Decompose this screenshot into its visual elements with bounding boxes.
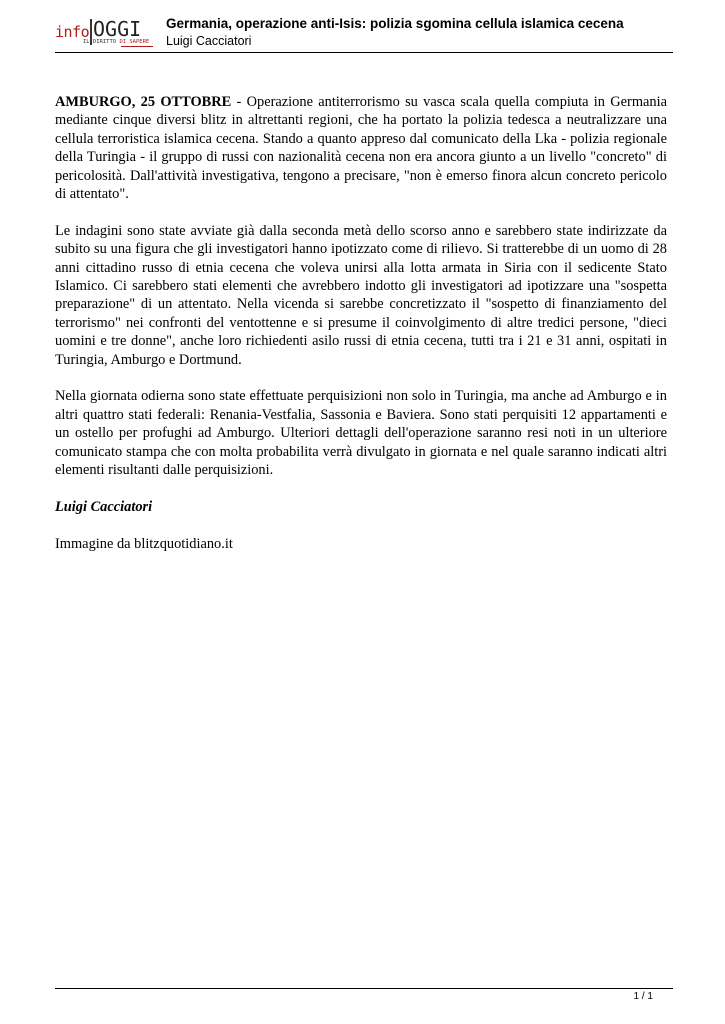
author-signature: Luigi Cacciatori <box>55 498 153 515</box>
page-number: 1 / 1 <box>633 991 653 1002</box>
paragraph-2: Le indagini sono state avviate già dalla seconda metà dello scorso anno e sarebbero state indirizzate da subito su una figura che gli investigatori hanno ipotizzato come di rilievo. Si tratterebbe di un uomo di 28 anni cittadino russo di etnia cecena che voleva unirsi alla lotta armata in Siria con il sedicente Stato Islamico. Ci sarebbero stati elementi che avrebbero indotto gli investigatori ad ipotizzare una "sospetta preparazione" di un attentato. Nella vicenda si sarebbe concretizzato il "sospetto di finanziamento del terrorismo" nei confronti del ventottenne e si presume il coinvolgimento di altre tredici persone, "dieci uomini e tre donne", anche loro richiedenti asilo russi di etnia cecena, tutti tra i 21 e 31 anni, ospitati in Turingia, Amburgo e Dortmund. <box>55 222 667 368</box>
logo-tagline-red: DI SAPERE <box>119 39 150 45</box>
dateline: AMBURGO, 25 OTTOBRE <box>55 94 232 110</box>
image-credit: Immagine da blitzquotidiano.it <box>55 535 233 552</box>
paragraph-1 <box>55 93 667 203</box>
infooggi-logo <box>55 17 155 49</box>
header-title: Germania, operazione anti-Isis: polizia sgomina cellula islamica cecena <box>166 16 624 31</box>
paragraph-1-text: - Operazione antiterrorismo su vasca scala quella compiuta in Germania mediante cinque diversi blitz in altrettanti regioni, che ha portato la polizia tedesca a neutralizzare una cellula terroristica islamica cecena. Stando a quanto appreso dal comunicato della Lka - polizia regionale della Turingia - il gruppo di russi con nazionalità cecena non era ancora giunto a un livello "concreto" di pericolosità. Dall'attività investigativa, tengono a precisare, "non è emerso finora alcun concreto pericolo di attentato". <box>55 94 668 203</box>
logo-word-oggi: OGGI <box>93 17 142 41</box>
logo-underline <box>121 46 153 47</box>
article-body <box>55 93 667 571</box>
logo-tagline-start: IL DIRITTO <box>83 39 120 45</box>
page-header <box>55 14 673 53</box>
logo-word-info: info <box>55 23 90 41</box>
footer-divider <box>55 988 673 989</box>
paragraph-3: Nella giornata odierna sono state effettuate perquisizioni non solo in Turingia, ma anche ad Amburgo e in altri quattro stati federali: Renania-Vestfalia, Sassonia e Baviera. Sono stati perquisiti 12 appartamenti e un ostello per profughi ad Amburgo. Ulteriori dettagli dell'operazione saranno resi noti in un ulteriore comunicato stampa che con molta probabilita verrà divulgato in giornata e nel quale saranno indicati altri elementi risultanti dalle perquisizioni. <box>55 388 667 479</box>
logo-tagline <box>83 39 149 45</box>
header-author: Luigi Cacciatori <box>166 34 252 48</box>
